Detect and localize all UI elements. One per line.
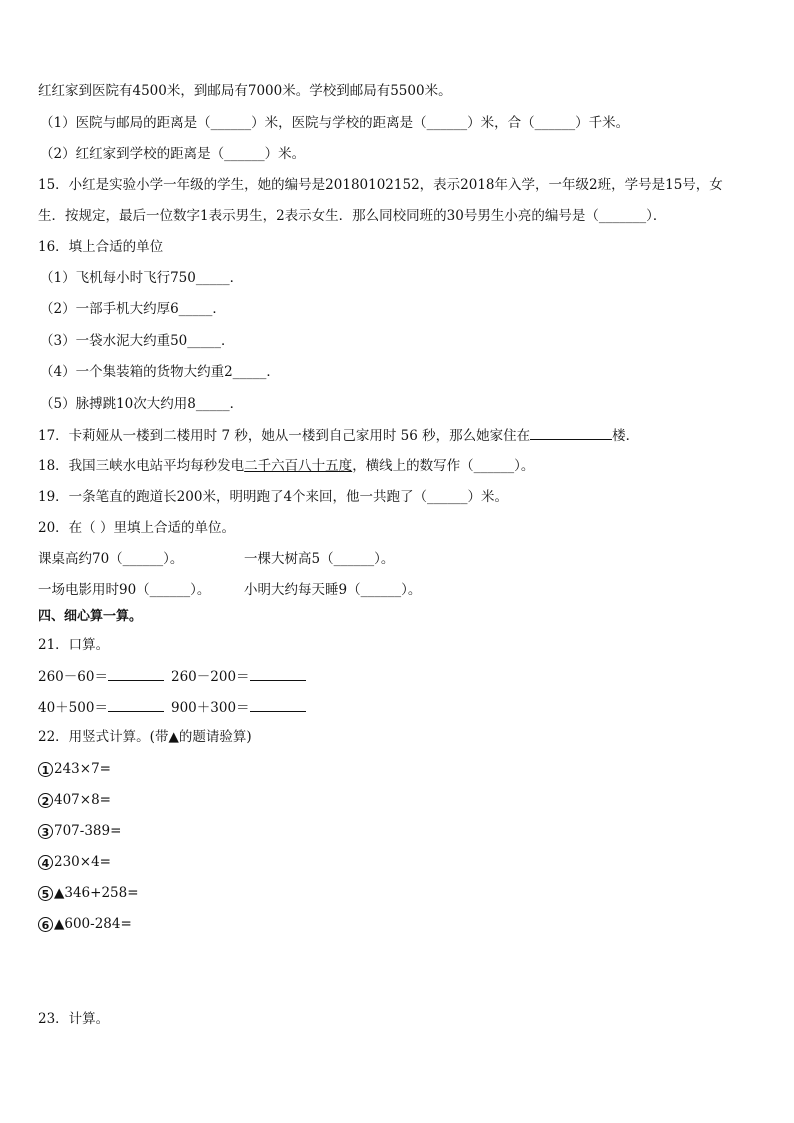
q21-expr-4-text: 900＋300＝ xyxy=(171,700,250,716)
q22-item-4 xyxy=(38,853,111,871)
q21-expr-4 xyxy=(171,698,306,717)
circled-number-icon: 1 xyxy=(38,762,53,777)
q21-expr-2-text: 260－200＝ xyxy=(171,669,250,685)
q21-expr-3 xyxy=(38,698,164,717)
q21-expr-1-text: 260－60＝ xyxy=(38,669,108,685)
q18 xyxy=(38,457,534,475)
q21-answer-4[interactable] xyxy=(250,698,306,712)
q18-text-after: ，横线上的数写作（______）。 xyxy=(352,458,535,474)
q22-item-5-expr: ▲346+258= xyxy=(54,885,139,901)
q20-item-a: 课桌高约70（______）。 xyxy=(38,551,184,567)
q18-underlined-number: 二千六百八十五度 xyxy=(244,458,353,474)
q22-item-2 xyxy=(38,791,111,809)
q17-answer-blank[interactable] xyxy=(530,426,612,440)
q21-title: 21．口算。 xyxy=(38,637,110,653)
q17-text-after: 楼． xyxy=(612,428,640,444)
q16-item-4: （4）一个集装箱的货物大约重2_____． xyxy=(40,364,280,380)
q22-item-6 xyxy=(38,915,132,933)
q21-answer-1[interactable] xyxy=(108,667,164,681)
q20-item-d: 小明大约每天睡9（______）。 xyxy=(244,582,422,598)
q22-item-3-expr: 707-389= xyxy=(54,823,122,839)
q22-item-4-expr: 230×4= xyxy=(54,854,111,870)
q22-item-2-expr: 407×8= xyxy=(54,792,111,808)
q22-item-1 xyxy=(38,760,111,778)
q16-item-5: （5）脉搏跳10次大约用8_____． xyxy=(40,396,244,412)
q21-expr-1 xyxy=(38,667,164,686)
circled-number-icon: 2 xyxy=(38,793,53,808)
q21-expr-3-text: 40＋500＝ xyxy=(38,700,108,716)
q18-text-before: 18．我国三峡水电站平均每秒发电 xyxy=(38,458,245,474)
q19: 19．一条笔直的跑道长200米，明明跑了4个来回，他一共跑了（______）米。 xyxy=(38,489,509,505)
q14-part1: （1）医院与邮局的距离是（______）米，医院与学校的距离是（______）米，合（______）千米。 xyxy=(40,115,630,131)
q16-item-3: （3）一袋水泥大约重50_____． xyxy=(40,333,235,349)
section-4-heading: 四、细心算一算。 xyxy=(38,609,143,624)
circled-number-icon: 6 xyxy=(38,917,53,932)
q16-title: 16．填上合适的单位 xyxy=(38,239,164,255)
q17-text-before: 17．卡莉娅从一楼到二楼用时 7 秒，她从一楼到自己家用时 56 秒，那么她家住在 xyxy=(38,428,531,444)
q21-expr-2 xyxy=(171,667,306,686)
q15-line1: 15．小红是实验小学一年级的学生，她的编号是20180102152，表示2018年入学，一年级2班，学号是15号，女 xyxy=(38,177,723,193)
q21-answer-3[interactable] xyxy=(108,698,164,712)
circled-number-icon: 3 xyxy=(38,824,53,839)
q17 xyxy=(38,426,639,445)
q23-title: 23．计算。 xyxy=(38,1011,110,1027)
q14-stem: 红红家到医院有4500米，到邮局有7000米。学校到邮局有5500米。 xyxy=(38,83,452,99)
circled-number-icon: 5 xyxy=(38,886,53,901)
q22-item-1-expr: 243×7= xyxy=(54,761,111,777)
q22-item-3 xyxy=(38,822,121,840)
circled-number-icon: 4 xyxy=(38,855,53,870)
q16-item-2: （2）一部手机大约厚6_____． xyxy=(40,301,226,317)
q15-line2: 生．按规定，最后一位数字1表示男生，2表示女生．那么同校同班的30号男生小亮的编号是（_______）． xyxy=(38,208,667,224)
q20-title: 20．在（ ）里填上合适的单位。 xyxy=(38,520,235,536)
q20-item-b: 一棵大树高5（______）。 xyxy=(244,551,395,567)
q22-title: 22．用竖式计算。(带▲的题请验算) xyxy=(38,729,252,745)
q20-item-c: 一场电影用时90（______）。 xyxy=(38,582,211,598)
q22-item-5 xyxy=(38,884,139,902)
q22-item-6-expr: ▲600-284= xyxy=(54,916,132,932)
q21-answer-2[interactable] xyxy=(250,667,306,681)
q14-part2: （2）红红家到学校的距离是（______）米。 xyxy=(40,146,306,162)
q16-item-1: （1）飞机每小时飞行750_____． xyxy=(40,270,244,286)
